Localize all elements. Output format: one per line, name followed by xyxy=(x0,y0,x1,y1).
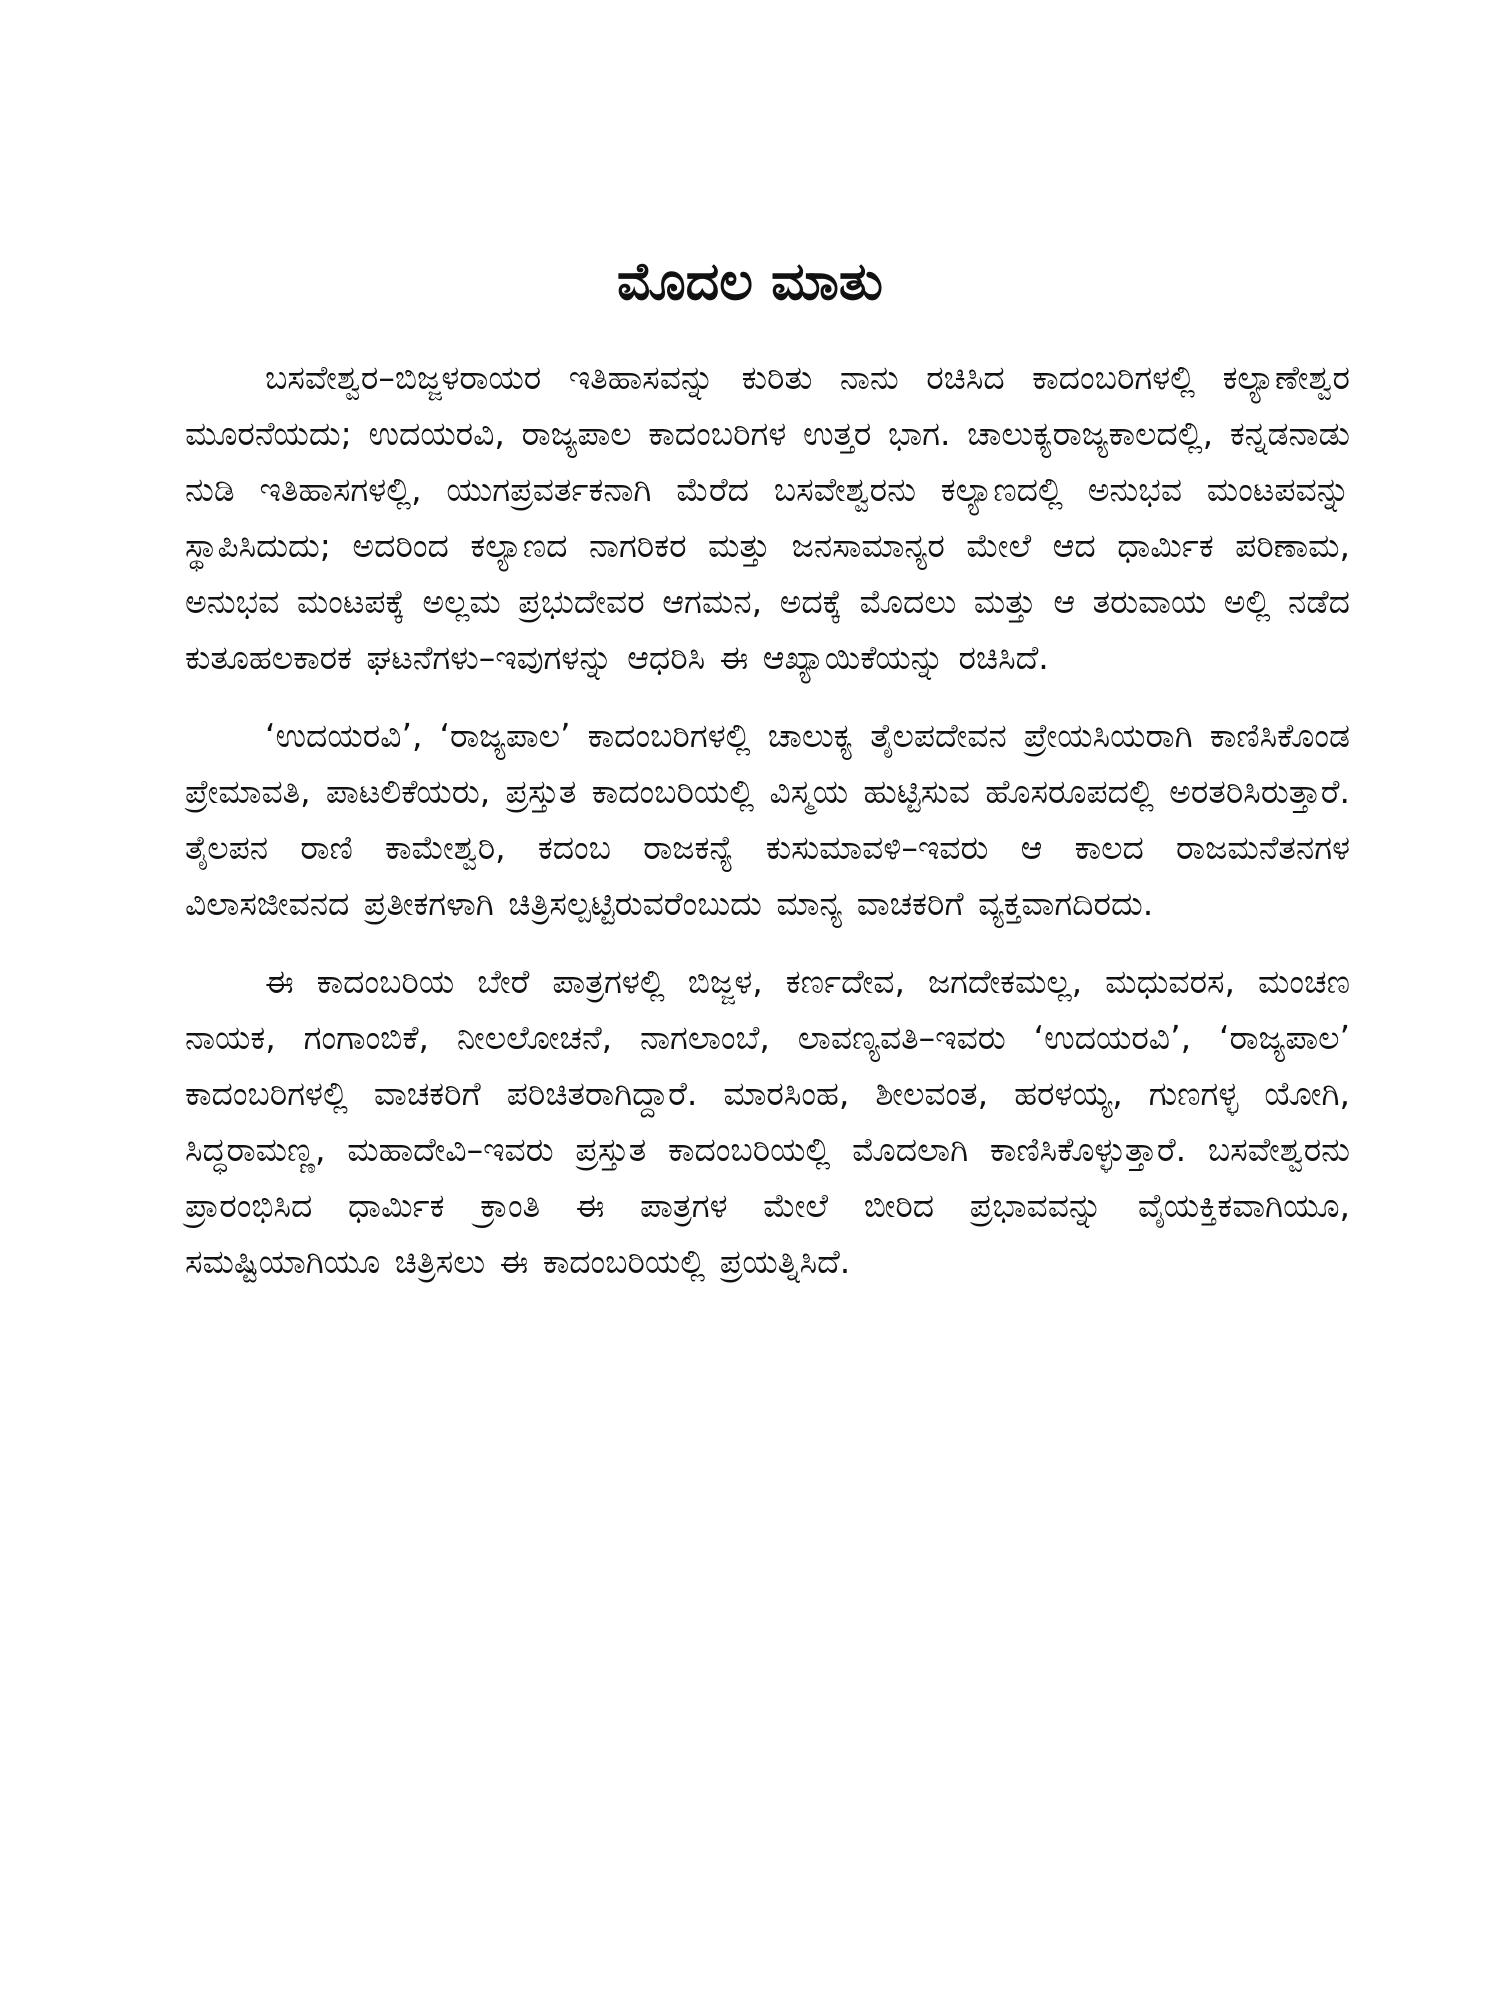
page-title: ಮೊದಲ ಮಾತು xyxy=(617,251,883,312)
paragraph-2: ‘ಉದಯರವಿ’, ‘ರಾಜ್ಯಪಾಲ’ ಕಾದಂಬರಿಗಳಲ್ಲಿ ಚಾಲುಕ್ಯ ತೈಲಪದೇವನ ಪ್ರೇಯಸಿಯರಾಗಿ ಕಾಣಿಸಿಕೊಂಡ ಪ್ರೇಮಾವತಿ, ಪಾಟಲಿಕೆಯರು, ಪ್ರಸ್ತುತ ಕಾದಂಬರಿಯಲ್ಲಿ ವಿಸ್ಮಯ ಹುಟ್ಟಿಸುವ ಹೊಸರೂಪದಲ್ಲಿ ಅರತರಿಸಿರುತ್ತಾರೆ. ತೈಲಪನ ರಾಣಿ ಕಾಮೇಶ್ವರಿ, ಕದಂಬ ರಾಜಕನ್ಯೆ ಕುಸುಮಾವಳಿ–ಇವರು ಆ ಕಾಲದ ರಾಜಮನೆತನಗಳ ವಿಲಾಸಜೀವನದ ಪ್ರತೀಕಗಳಾಗಿ ಚಿತ್ರಿಸಲ್ಪಟ್ಟಿರುವರೆಂಬುದು ಮಾನ್ಯ ವಾಚಕರಿಗೆ ವ್ಯಕ್ತವಾಗದಿರದು. xyxy=(185,716,1350,923)
paragraph-3: ಈ ಕಾದಂಬರಿಯ ಬೇರೆ ಪಾತ್ರಗಳಲ್ಲಿ ಬಿಜ್ಜಳ, ಕರ್ಣದೇವ, ಜಗದೇಕಮಲ್ಲ, ಮಧುವರಸ, ಮಂಚಣ ನಾಯಕ, ಗಂಗಾಂಬಿಕೆ, ನೀಲಲೋಚನೆ, ನಾಗಲಾಂಬೆ, ಲಾವಣ್ಯವತಿ–ಇವರು ‘ಉದಯರವಿ’, ‘ರಾಜ್ಯಪಾಲ’ ಕಾದಂಬರಿಗಳಲ್ಲಿ ವಾಚಕರಿಗೆ ಪರಿಚಿತರಾಗಿದ್ದಾರೆ. ಮಾರಸಿಂಹ, ಶೀಲವಂತ, ಹರಳಯ್ಯ, ಗುಣಗಳ್ಳ ಯೋಗಿ, ಸಿದ್ಧರಾಮಣ್ಣ, ಮಹಾದೇವಿ–ಇವರು ಪ್ರಸ್ತುತ ಕಾದಂಬರಿಯಲ್ಲಿ ಮೊದಲಾಗಿ ಕಾಣಿಸಿಕೊಳ್ಳುತ್ತಾರೆ. ಬಸವೇಶ್ವರನು ಪ್ರಾರಂಭಿಸಿದ ಧಾರ್ಮಿಕ ಕ್ರಾಂತಿ ಈ ಪಾತ್ರಗಳ ಮೇಲೆ ಬೀರಿದ ಪ್ರಭಾವವನ್ನು ವೈಯಕ್ತಿಕವಾಗಿಯೂ, ಸಮಷ್ಟಿಯಾಗಿಯೂ ಚಿತ್ರಿಸಲು ಈ ಕಾದಂಬರಿಯಲ್ಲಿ ಪ್ರಯತ್ನಿಸಿದೆ. xyxy=(185,962,1350,1281)
paragraph-1: ಬಸವೇಶ್ವರ–ಬಿಜ್ಜಳರಾಯರ ಇತಿಹಾಸವನ್ನು ಕುರಿತು ನಾನು ರಚಿಸಿದ ಕಾದಂಬರಿಗಳಲ್ಲಿ ಕಲ್ಯಾಣೇಶ್ವರ ಮೂರನೆಯದು; ಉದಯರವಿ, ರಾಜ್ಯಪಾಲ ಕಾದಂಬರಿಗಳ ಉತ್ತರ ಭಾಗ. ಚಾಲುಕ್ಯರಾಜ್ಯಕಾಲದಲ್ಲಿ, ಕನ್ನಡನಾಡು ನುಡಿ ಇತಿಹಾಸಗಳಲ್ಲಿ, ಯುಗಪ್ರವರ್ತಕನಾಗಿ ಮೆರೆದ ಬಸವೇಶ್ವರನು ಕಲ್ಯಾಣದಲ್ಲಿ ಅನುಭವ ಮಂಟಪವನ್ನು ಸ್ಥಾಪಿಸಿದುದು; ಅದರಿಂದ ಕಲ್ಯಾಣದ ನಾಗರಿಕರ ಮತ್ತು ಜನಸಾಮಾನ್ಯರ ಮೇಲೆ ಆದ ಧಾರ್ಮಿಕ ಪರಿಣಾಮ, ಅನುಭವ ಮಂಟಪಕ್ಕೆ ಅಲ್ಲಮ ಪ್ರಭುದೇವರ ಆಗಮನ, ಅದಕ್ಕೆ ಮೊದಲು ಮತ್ತು ಆ ತರುವಾಯ ಅಲ್ಲಿ ನಡೆದ ಕುತೂಹಲಕಾರಕ ಘಟನೆಗಳು–ಇವುಗಳನ್ನು ಆಧರಿಸಿ ಈ ಆಖ್ಯಾಯಿಕೆಯನ್ನು ರಚಿಸಿದೆ. xyxy=(185,358,1350,677)
body-text xyxy=(185,350,1350,1312)
